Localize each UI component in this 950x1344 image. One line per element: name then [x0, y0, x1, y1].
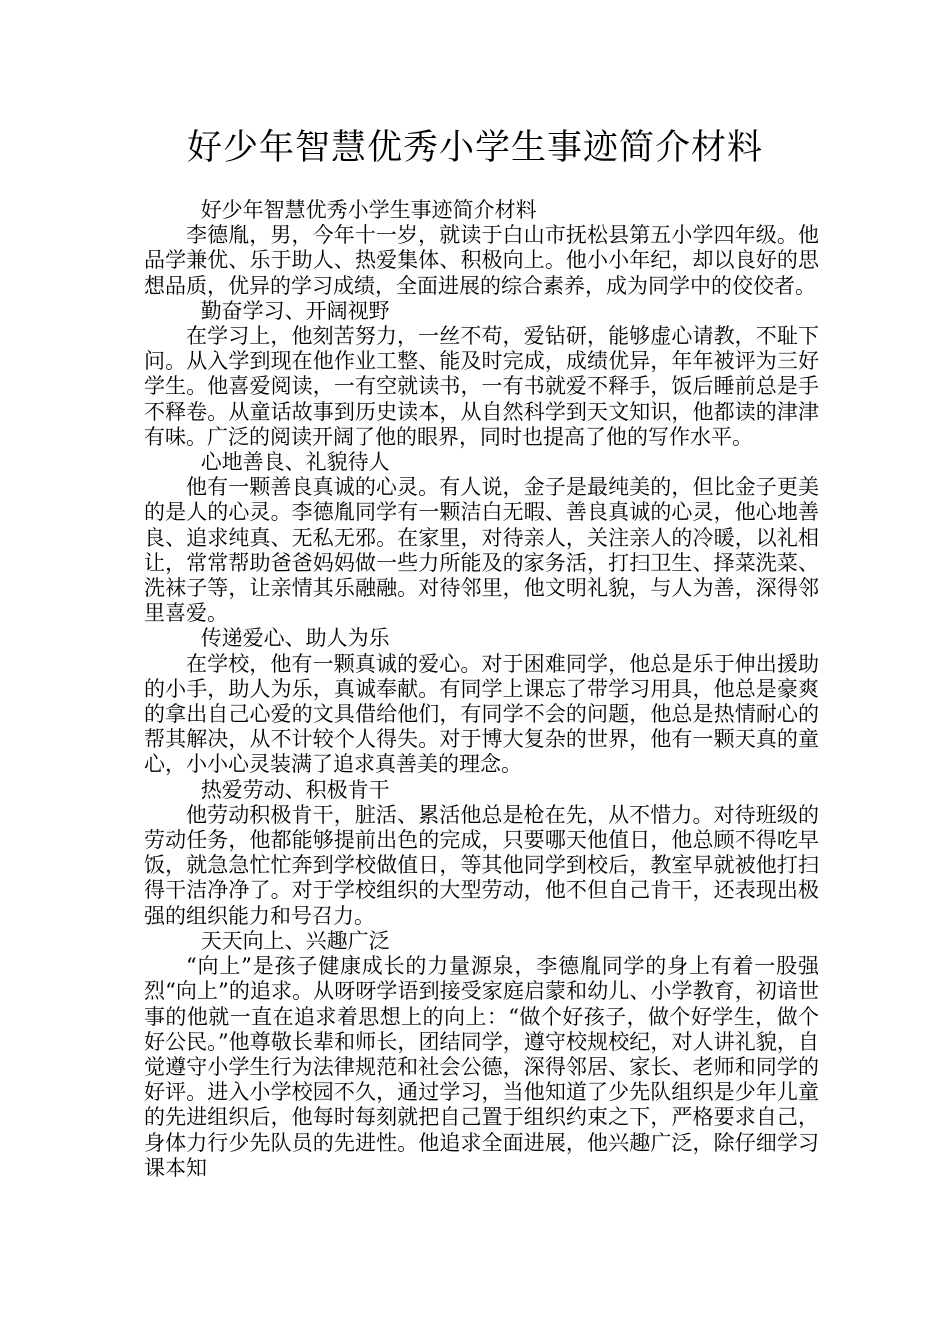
body-paragraph: 在学校，他有一颗真诚的爱心。对于困难同学，他总是乐于伸出援助的小手，助人为乐，真诚奉献。有同学上课忘了带学习用具，他总是豪爽的拿出自己心爱的文具借给他们，有同学不会的问题，他总是热情耐心的帮其解决，从不计较个人得失。对于博大复杂的世界，他有一颗天真的童心，小小心灵装满了追求真善美的理念。: [144, 651, 819, 777]
section-heading: 好少年智慧优秀小学生事迹简介材料: [200, 198, 537, 222]
document-title: 好少年智慧优秀小学生事迹简介材料: [186, 128, 763, 168]
body-paragraph: 在学习上，他刻苦努力，一丝不苟，爱钻研，能够虚心请教，不耻下问。从入学到现在他作业工整、能及时完成，成绩优异，年年被评为三好学生。他喜爱阅读，一有空就读书，一有书就爱不释手，饭后睡前总是手不释卷。从童话故事到历史读本，从自然科学到天文知识，他都读的津津有味。广泛的阅读开阔了他的眼界，同时也提高了他的写作水平。: [144, 324, 819, 449]
document-body: [144, 198, 819, 1181]
body-paragraph: 他有一颗善良真诚的心灵。有人说，金子是最纯美的，但比金子更美的是人的心灵。李德胤同学有一颗洁白无暇、善良真诚的心灵，他心地善良、追求纯真、无私无邪。在家里，对待亲人，关注亲人的冷暖，以礼相让，常常帮助爸爸妈妈做一些力所能及的家务活，打扫卫生、择菜洗菜、洗袜子等，让亲情其乐融融。对待邻里，他文明礼貌，与人为善，深得邻里喜爱。: [144, 475, 819, 626]
body-paragraph: “向上”是孩子健康成长的力量源泉，李德胤同学的身上有着一股强烈“向上”的追求。从呀呀学语到接受家庭启蒙和幼儿、小学教育，初谙世事的他就一直在追求着思想上的向上：“做个好孩子，做个好学生，做个好公民。”他尊敬长辈和师长，团结同学，遵守校规校纪，对人讲礼貌，自觉遵守小学生行为法律规范和社会公德，深得邻居、家长、老师和同学的好评。进入小学校园不久，通过学习，当他知道了少先队组织是少年儿童的先进组织后，他每时每刻就把自己置于组织约束之下，严格要求自己，身体力行少先队员的先进性。他追求全面进展，他兴趣广泛，除仔细学习课本知: [144, 954, 819, 1180]
section-heading: 心地善良、礼貌待人: [200, 450, 390, 475]
section-heading: 传递爱心、助人为乐: [200, 626, 390, 651]
section-heading: 勤奋学习、开阔视野: [200, 298, 390, 323]
section-heading: 热爱劳动、积极肯干: [200, 777, 390, 802]
section-heading: 天天向上、兴趣广泛: [200, 928, 390, 953]
body-paragraph: 李德胤，男，今年十一岁，就读于白山市抚松县第五小学四年级。他品学兼优、乐于助人、热爱集体、积极向上。他小小年纪，却以良好的思想品质，优异的学习成绩，全面进展的综合素养，成为同学中的佼佼者。: [144, 223, 819, 298]
body-paragraph: 他劳动积极肯干，脏活、累活他总是枪在先，从不惜力。对待班级的劳动任务，他都能够提前出色的完成，只要哪天他值日，他总顾不得吃早饭，就急急忙忙奔到学校做值日，等其他同学到校后，教室早就被他打扫得干洁净净了。对于学校组织的大型劳动，他不但自己肯干，还表现出极强的组织能力和号召力。: [144, 802, 819, 928]
